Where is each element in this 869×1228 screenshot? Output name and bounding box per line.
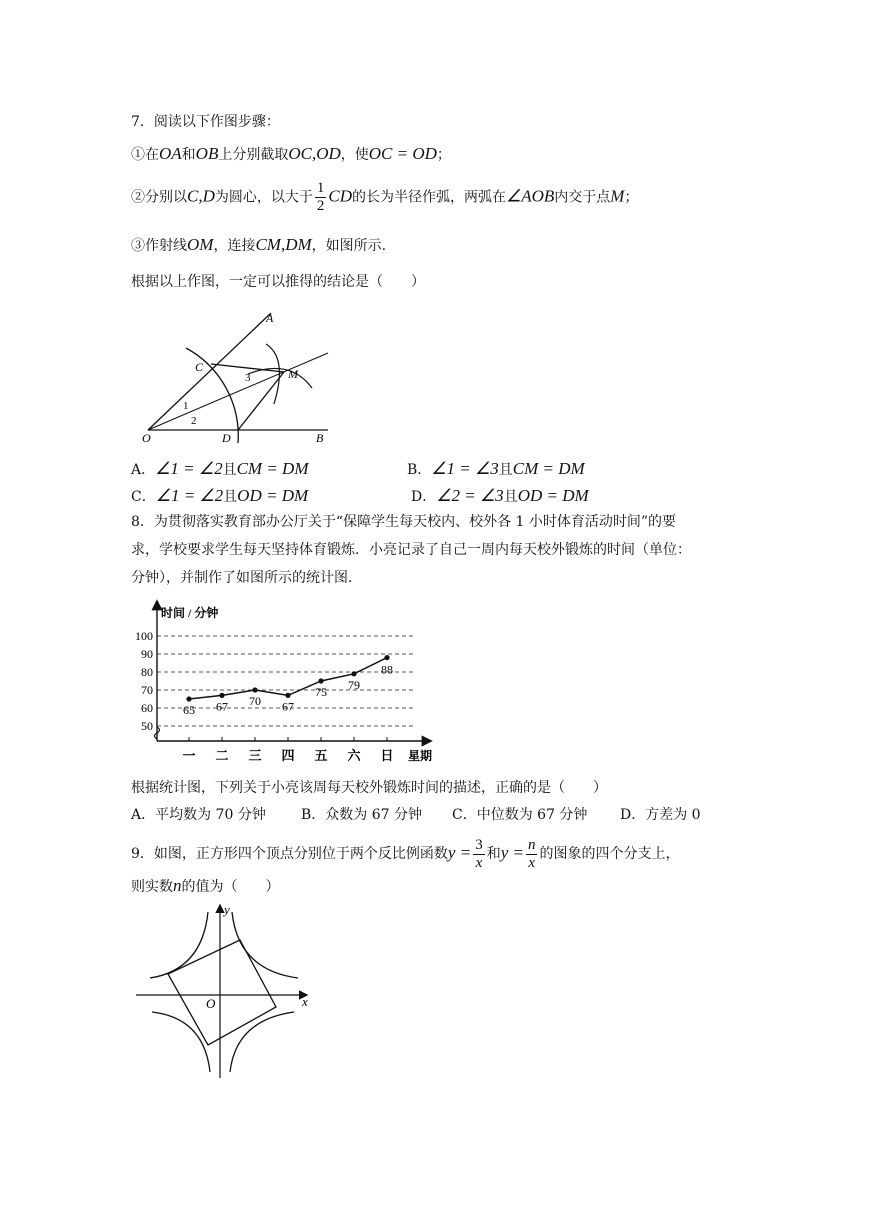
x-tick-4: 四 <box>281 748 295 763</box>
step2-mid: 为圆心，以大于 <box>214 189 313 206</box>
step2-end: ； <box>624 189 639 206</box>
option-length-relation: CM = DM <box>236 459 309 478</box>
function-2-lhs: y = <box>500 843 524 862</box>
option-angle-relation: ∠1 = ∠3 <box>431 459 499 478</box>
step1-mid: 上分别截取 <box>218 147 289 163</box>
option-and: 且 <box>503 489 518 505</box>
ray-om: OM <box>187 235 214 254</box>
step1-end: ； <box>436 147 451 163</box>
y-tick-70: 70 <box>141 683 153 697</box>
step3-pre: ③作射线 <box>131 238 187 254</box>
angle-construction-figure <box>138 308 338 450</box>
data-point-3 <box>252 687 257 692</box>
data-point-6 <box>351 671 356 676</box>
data-point-2 <box>219 693 224 698</box>
label-x: x <box>302 994 308 1009</box>
label-d: D <box>222 431 231 445</box>
option-angle-relation: ∠1 = ∠2 <box>155 486 224 505</box>
fraction-numerator: 1 <box>316 180 325 196</box>
data-label-6: 79 <box>348 677 360 692</box>
label-y: y <box>224 902 230 917</box>
option-and: 且 <box>498 462 513 478</box>
data-point-7 <box>384 655 389 660</box>
hyperbola-branch-q4 <box>230 1012 294 1072</box>
q7-option-c[interactable] <box>131 486 308 507</box>
fraction-3-over-x <box>473 837 485 872</box>
step2-mid3: 内交于点 <box>554 189 611 206</box>
option-letter: B． <box>407 462 432 478</box>
y-tick-labels <box>135 629 153 733</box>
label-c: C <box>195 360 204 374</box>
fraction-one-half <box>315 180 327 215</box>
label-m: M <box>288 367 298 381</box>
point-m: M <box>610 186 625 206</box>
step2-pre: ②分别以 <box>131 189 187 206</box>
exercise-time-line-chart <box>125 596 445 772</box>
segments-cm-dm: CM,DM <box>255 235 312 254</box>
data-label-2: 67 <box>216 699 228 714</box>
q8-option-d[interactable]: D．方差为 0 <box>620 807 701 823</box>
y-axis-label: 时间 / 分钟 <box>161 606 219 620</box>
option-and: 且 <box>223 489 238 505</box>
y-tick-60: 60 <box>141 701 153 715</box>
q7-step2 <box>131 180 638 215</box>
data-label-1: 65 <box>183 703 195 717</box>
option-and: 且 <box>222 462 237 478</box>
q9-line-2 <box>131 876 280 897</box>
variable-n: n <box>173 876 182 895</box>
data-label-5: 75 <box>315 685 327 699</box>
q9-line2-post: 的值为（ ） <box>181 879 280 895</box>
hyperbola-square-figure <box>134 900 314 1080</box>
option-angle-relation: ∠2 = ∠3 <box>436 486 504 505</box>
y-tick-80: 80 <box>141 665 153 679</box>
data-label-7: 88 <box>381 662 393 677</box>
arc-from-c <box>266 344 279 404</box>
arc-cd <box>186 348 238 443</box>
label-b: B <box>316 431 324 445</box>
x-tick-3: 三 <box>248 748 262 763</box>
segments-oc-od: OC,OD <box>288 144 341 163</box>
fraction-denominator: 2 <box>316 198 325 214</box>
data-point-4 <box>285 693 290 698</box>
angle-aob: ∠AOB <box>506 186 555 206</box>
y-tick-90: 90 <box>141 647 153 661</box>
label-angle-1: 1 <box>183 400 189 412</box>
q8-option-c[interactable]: C．中位数为 67 分钟 <box>452 807 588 823</box>
segment-cd: CD <box>328 186 352 206</box>
label-o: O <box>142 431 151 445</box>
q9-stem <box>131 836 679 872</box>
x-tick-6: 六 <box>347 748 361 763</box>
step3-mid: ，连接 <box>213 238 256 254</box>
y-tick-100: 100 <box>135 629 153 643</box>
step1-pre: ①在 <box>131 147 159 163</box>
q7-question: 根据以上作图，一定可以推得的结论是（ ） <box>131 274 425 290</box>
data-label-4: 67 <box>282 699 294 714</box>
q7-option-b[interactable] <box>407 459 585 480</box>
q7-step3 <box>131 235 386 256</box>
hyperbola-branch-q1 <box>232 912 298 978</box>
option-letter: A． <box>131 462 156 478</box>
option-letter: D． <box>411 489 437 505</box>
q9-pre: 9．如图，正方形四个顶点分别位于两个反比例函数 <box>131 846 448 862</box>
label-angle-3: 3 <box>245 372 251 384</box>
q9-and: 和 <box>486 846 501 862</box>
step3-end: ，如图所示. <box>311 238 387 254</box>
data-label-3: 70 <box>249 694 261 708</box>
x-tick-2: 二 <box>215 748 229 763</box>
points-c-d: C,D <box>187 186 215 206</box>
equation-oc-od: OC = OD <box>368 144 437 163</box>
fraction-numerator: 3 <box>475 836 483 853</box>
option-length-relation: CM = DM <box>512 459 585 478</box>
option-angle-relation: ∠1 = ∠2 <box>155 459 223 478</box>
segment-oa: OA <box>159 144 182 163</box>
label-angle-2: 2 <box>191 415 197 427</box>
q7-step1 <box>131 144 451 165</box>
q8-line-3: 分钟），并制作了如图所示的统计图． <box>131 570 362 586</box>
segment-ob: OB <box>195 144 219 163</box>
q9-post: 的图象的四个分支上， <box>539 846 680 862</box>
option-letter: C． <box>131 489 156 505</box>
fraction-numerator: n <box>527 836 536 853</box>
x-tick-1: 一 <box>182 748 196 763</box>
q8-option-a[interactable]: A．平均数为 70 分钟 <box>131 807 266 823</box>
fraction-denominator: x <box>475 854 483 871</box>
option-length-relation: OD = DM <box>237 486 309 505</box>
step2-mid2: 的长为半径作弧，两弧在 <box>352 189 506 206</box>
q8-option-b[interactable]: B．众数为 67 分钟 <box>301 807 423 823</box>
x-tick-7: 日 <box>380 748 394 763</box>
ray-om-line <box>148 353 328 430</box>
q8-line-1: 8．为贯彻落实教育部办公厅关于“保障学生每天校内、校外各 1 小时体育活动时间”的要 <box>131 514 677 530</box>
x-tick-5: 五 <box>314 748 328 763</box>
q7-stem: 7．阅读以下作图步骤： <box>131 114 280 130</box>
fraction-denominator: x <box>528 854 536 871</box>
q8-line-2: 求，学校要求学生每天坚持体育锻炼．小亮记录了自己一周内每天校外锻炼的时间（单位： <box>131 542 691 558</box>
data-point-1 <box>186 696 191 701</box>
step1-comma: ，使 <box>340 147 369 163</box>
step1-and: 和 <box>181 147 196 163</box>
hyperbola-branch-q3 <box>152 1012 210 1072</box>
label-a: A <box>266 311 274 325</box>
q7-option-a[interactable] <box>131 459 309 480</box>
q8-question: 根据统计图，下列关于小亮该周每天校外锻炼时间的描述，正确的是（ ） <box>131 780 607 796</box>
q9-line2-pre: 则实数 <box>131 879 173 895</box>
data-point-5 <box>318 678 323 683</box>
square <box>168 940 276 1045</box>
option-length-relation: OD = DM <box>517 486 589 505</box>
x-axis-label: 星期 <box>408 749 433 763</box>
fraction-n-over-x <box>526 837 538 872</box>
function-1-lhs: y = <box>447 843 472 862</box>
q7-option-d[interactable] <box>411 486 589 507</box>
label-origin: O <box>206 996 216 1011</box>
y-tick-50: 50 <box>141 719 153 733</box>
